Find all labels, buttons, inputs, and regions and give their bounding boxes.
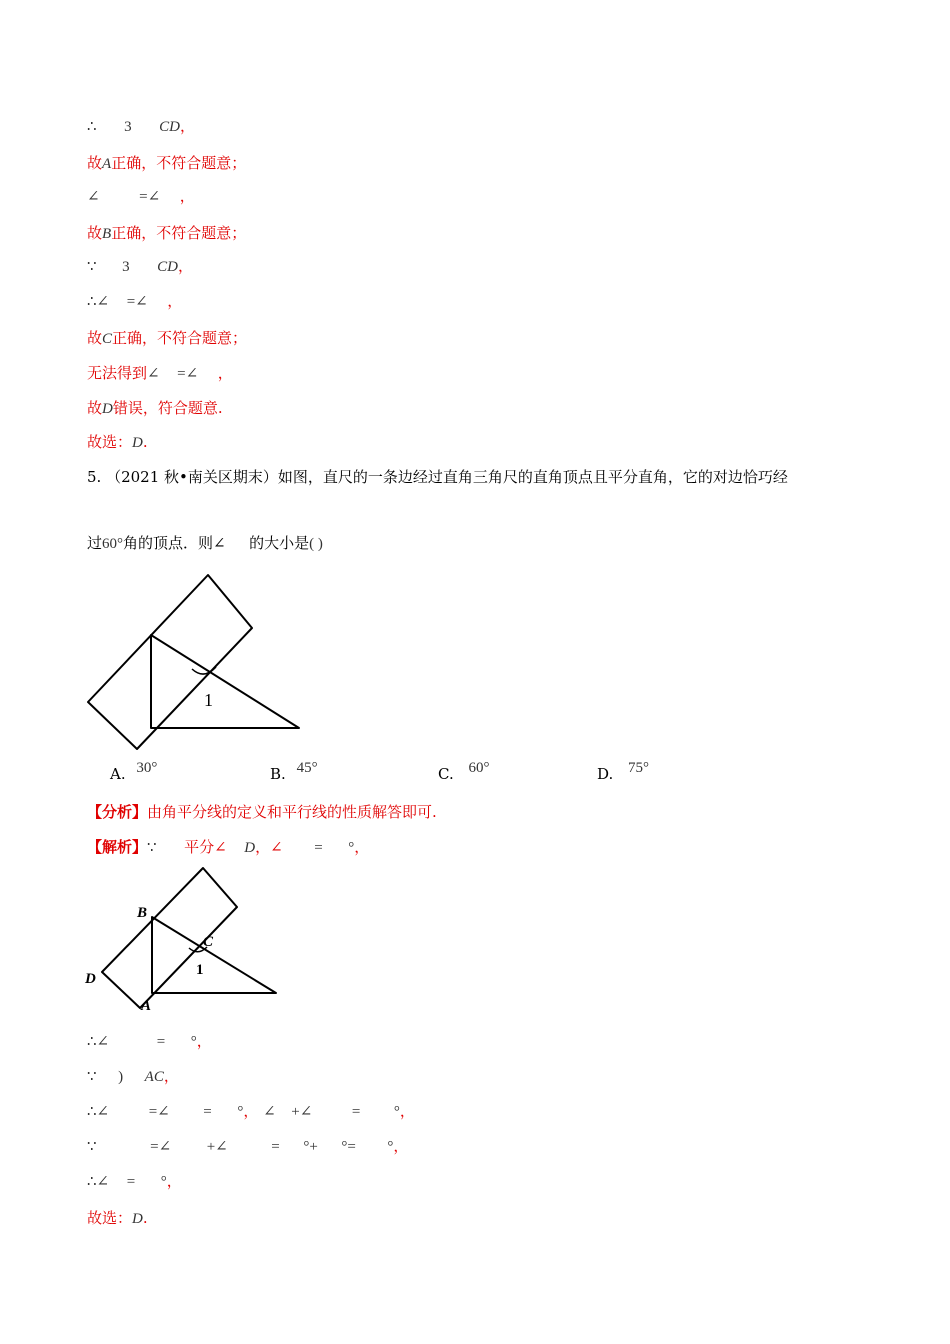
comma: ， (166, 1172, 182, 1190)
angle-plus: +∠ (291, 1104, 313, 1120)
equals: = (271, 1139, 280, 1155)
because-symbol: ∵ (147, 840, 157, 856)
math-var: C (102, 331, 113, 347)
math-var: D (244, 840, 256, 856)
solution-text: ，∠ (255, 838, 283, 856)
answer-paren: ( ) (309, 536, 323, 552)
question-line-1 (87, 467, 788, 487)
option-c-letter: C. (438, 765, 454, 783)
proof-line-7 (87, 328, 247, 349)
question-text: 角的顶点．则∠ (123, 534, 226, 552)
equals: = (314, 840, 323, 856)
ruler-shape-2 (102, 868, 237, 1008)
solution-line (87, 837, 369, 858)
proof-line-3 (87, 186, 195, 207)
label-c: C (203, 934, 214, 950)
because-symbol: ∵ (87, 1139, 97, 1155)
label-b: B (137, 905, 148, 921)
math-var: CD (159, 119, 181, 135)
therefore-symbol: ∴ (87, 119, 97, 135)
math-var: A (102, 156, 112, 172)
angle-symbol: ∴∠ (87, 1174, 110, 1190)
math-var: D (132, 435, 143, 451)
proof-line-4 (87, 223, 246, 244)
option-b-value: 45° (296, 760, 318, 776)
proof-line-5 (87, 256, 193, 277)
solution-text: 平分∠ (184, 838, 227, 856)
proof-text: 正确，不符合题意； (111, 154, 247, 172)
option-a-value: 30° (136, 760, 158, 776)
math-var: B (102, 226, 112, 242)
proof-line-9 (87, 398, 223, 419)
angle-symbol: ∴∠ (87, 1034, 110, 1050)
analysis-line (87, 802, 437, 822)
answer-label: 故选： (87, 1209, 133, 1227)
comma: ， (243, 1102, 259, 1120)
question-text: 过 (87, 534, 103, 552)
proof-text: 3 (124, 119, 132, 135)
step-line-5 (87, 1171, 182, 1192)
option-d-letter: D. (597, 765, 614, 783)
step-line-6 (87, 1208, 148, 1229)
angle-symbol: ∠ (147, 366, 160, 382)
proof-text: 错误，符合题意. (112, 399, 223, 417)
equals: = (351, 1104, 361, 1120)
option-b-letter: B. (270, 765, 286, 783)
option-d-value: 75° (628, 760, 650, 776)
triangle-shape-2 (152, 917, 276, 993)
ruler-shape (88, 575, 252, 749)
triangle-shape (151, 635, 299, 728)
proof-text: 3 (122, 259, 130, 275)
comma: ， (167, 292, 183, 310)
question-source: （2021 秋•南关区期末） (106, 468, 278, 486)
angle-symbol: ∠ (87, 189, 100, 205)
angle-eq: =∠ (126, 294, 148, 310)
comma: ， (393, 1137, 409, 1155)
because-symbol: ∵ (87, 1069, 97, 1085)
step-line-3 (87, 1101, 415, 1122)
math-var: AC (144, 1069, 164, 1085)
label-d: D (85, 971, 96, 987)
math-var: CD (157, 259, 179, 275)
because-symbol: ∵ (87, 259, 97, 275)
angle-eq: =∠ (150, 1139, 172, 1155)
option-a-letter: A. (110, 765, 126, 783)
math-var: D (102, 401, 113, 417)
proof-text: 故 (87, 154, 103, 172)
degree: ° (393, 1104, 400, 1120)
step-line-2 (87, 1066, 179, 1087)
analysis-text: 由角平分线的定义和平行线的性质解答即可. (147, 803, 437, 821)
proof-text: 无法得到 (87, 364, 148, 382)
comma: ， (163, 1067, 179, 1085)
comma: ， (217, 364, 233, 382)
question-text: 的大小是 (249, 534, 310, 552)
label-1: 1 (196, 962, 204, 978)
angle-symbol: ∴∠ (87, 294, 110, 310)
proof-line-6 (87, 291, 182, 312)
answer-label: 故选： (87, 433, 133, 451)
angle-symbol: ∴∠ (87, 1104, 110, 1120)
proof-line-10 (87, 432, 148, 453)
degree: ° (160, 1174, 167, 1190)
comma: ， (180, 117, 196, 135)
angle-eq: =∠ (139, 189, 161, 205)
math-var: D (132, 1211, 143, 1227)
degree-plus: °+ (303, 1139, 318, 1155)
option-b[interactable] (270, 760, 318, 785)
degree: ° (387, 1139, 394, 1155)
degree: ° (348, 840, 355, 856)
angle-symbol: ∠ (263, 1104, 276, 1120)
label-a: A (141, 998, 152, 1014)
degree: ° (237, 1104, 244, 1120)
option-c-value: 60° (468, 760, 490, 776)
proof-text: 正确，不符合题意； (111, 224, 247, 242)
angle-eq: =∠ (177, 366, 199, 382)
proof-line-2 (87, 153, 246, 174)
angle-label-1: 1 (204, 690, 213, 710)
degree: ° (190, 1034, 197, 1050)
comma: ， (179, 187, 195, 205)
question-number: 5. (87, 468, 102, 486)
proof-line-8 (87, 363, 233, 384)
proof-text: 正确，不符合题意； (112, 329, 248, 347)
comma: ， (196, 1032, 212, 1050)
proof-text: 故 (87, 399, 103, 417)
degree-eq: °= (341, 1139, 356, 1155)
angle-eq: =∠ (148, 1104, 170, 1120)
question-text: 如图，直尺的一条边经过直角三角尺的直角顶点且平分直角，它的对边恰巧经 (277, 468, 788, 486)
solution-tag: 【解析】 (87, 838, 148, 856)
equals: = (156, 1034, 166, 1050)
option-d[interactable] (597, 760, 650, 785)
equals: = (126, 1174, 136, 1190)
analysis-tag: 【分析】 (87, 803, 148, 821)
step-line-4 (87, 1136, 408, 1157)
option-c[interactable] (438, 760, 490, 785)
comma: ， (178, 257, 194, 275)
figure-labeled (80, 862, 290, 1020)
step-line-1 (87, 1031, 212, 1052)
proof-text: 故 (87, 224, 103, 242)
option-a[interactable] (110, 760, 158, 785)
proof-line-1 (87, 116, 195, 137)
question-line-2 (87, 533, 323, 554)
proof-text: ) (118, 1069, 124, 1085)
angle-plus: +∠ (206, 1139, 228, 1155)
period: . (142, 433, 148, 451)
comma: ， (354, 838, 370, 856)
angle-value: 60° (102, 536, 124, 552)
figure-ruler-triangle (80, 568, 320, 758)
period: . (142, 1209, 148, 1227)
proof-text: 故 (87, 329, 103, 347)
comma: ， (399, 1102, 415, 1120)
equals: = (203, 1104, 212, 1120)
